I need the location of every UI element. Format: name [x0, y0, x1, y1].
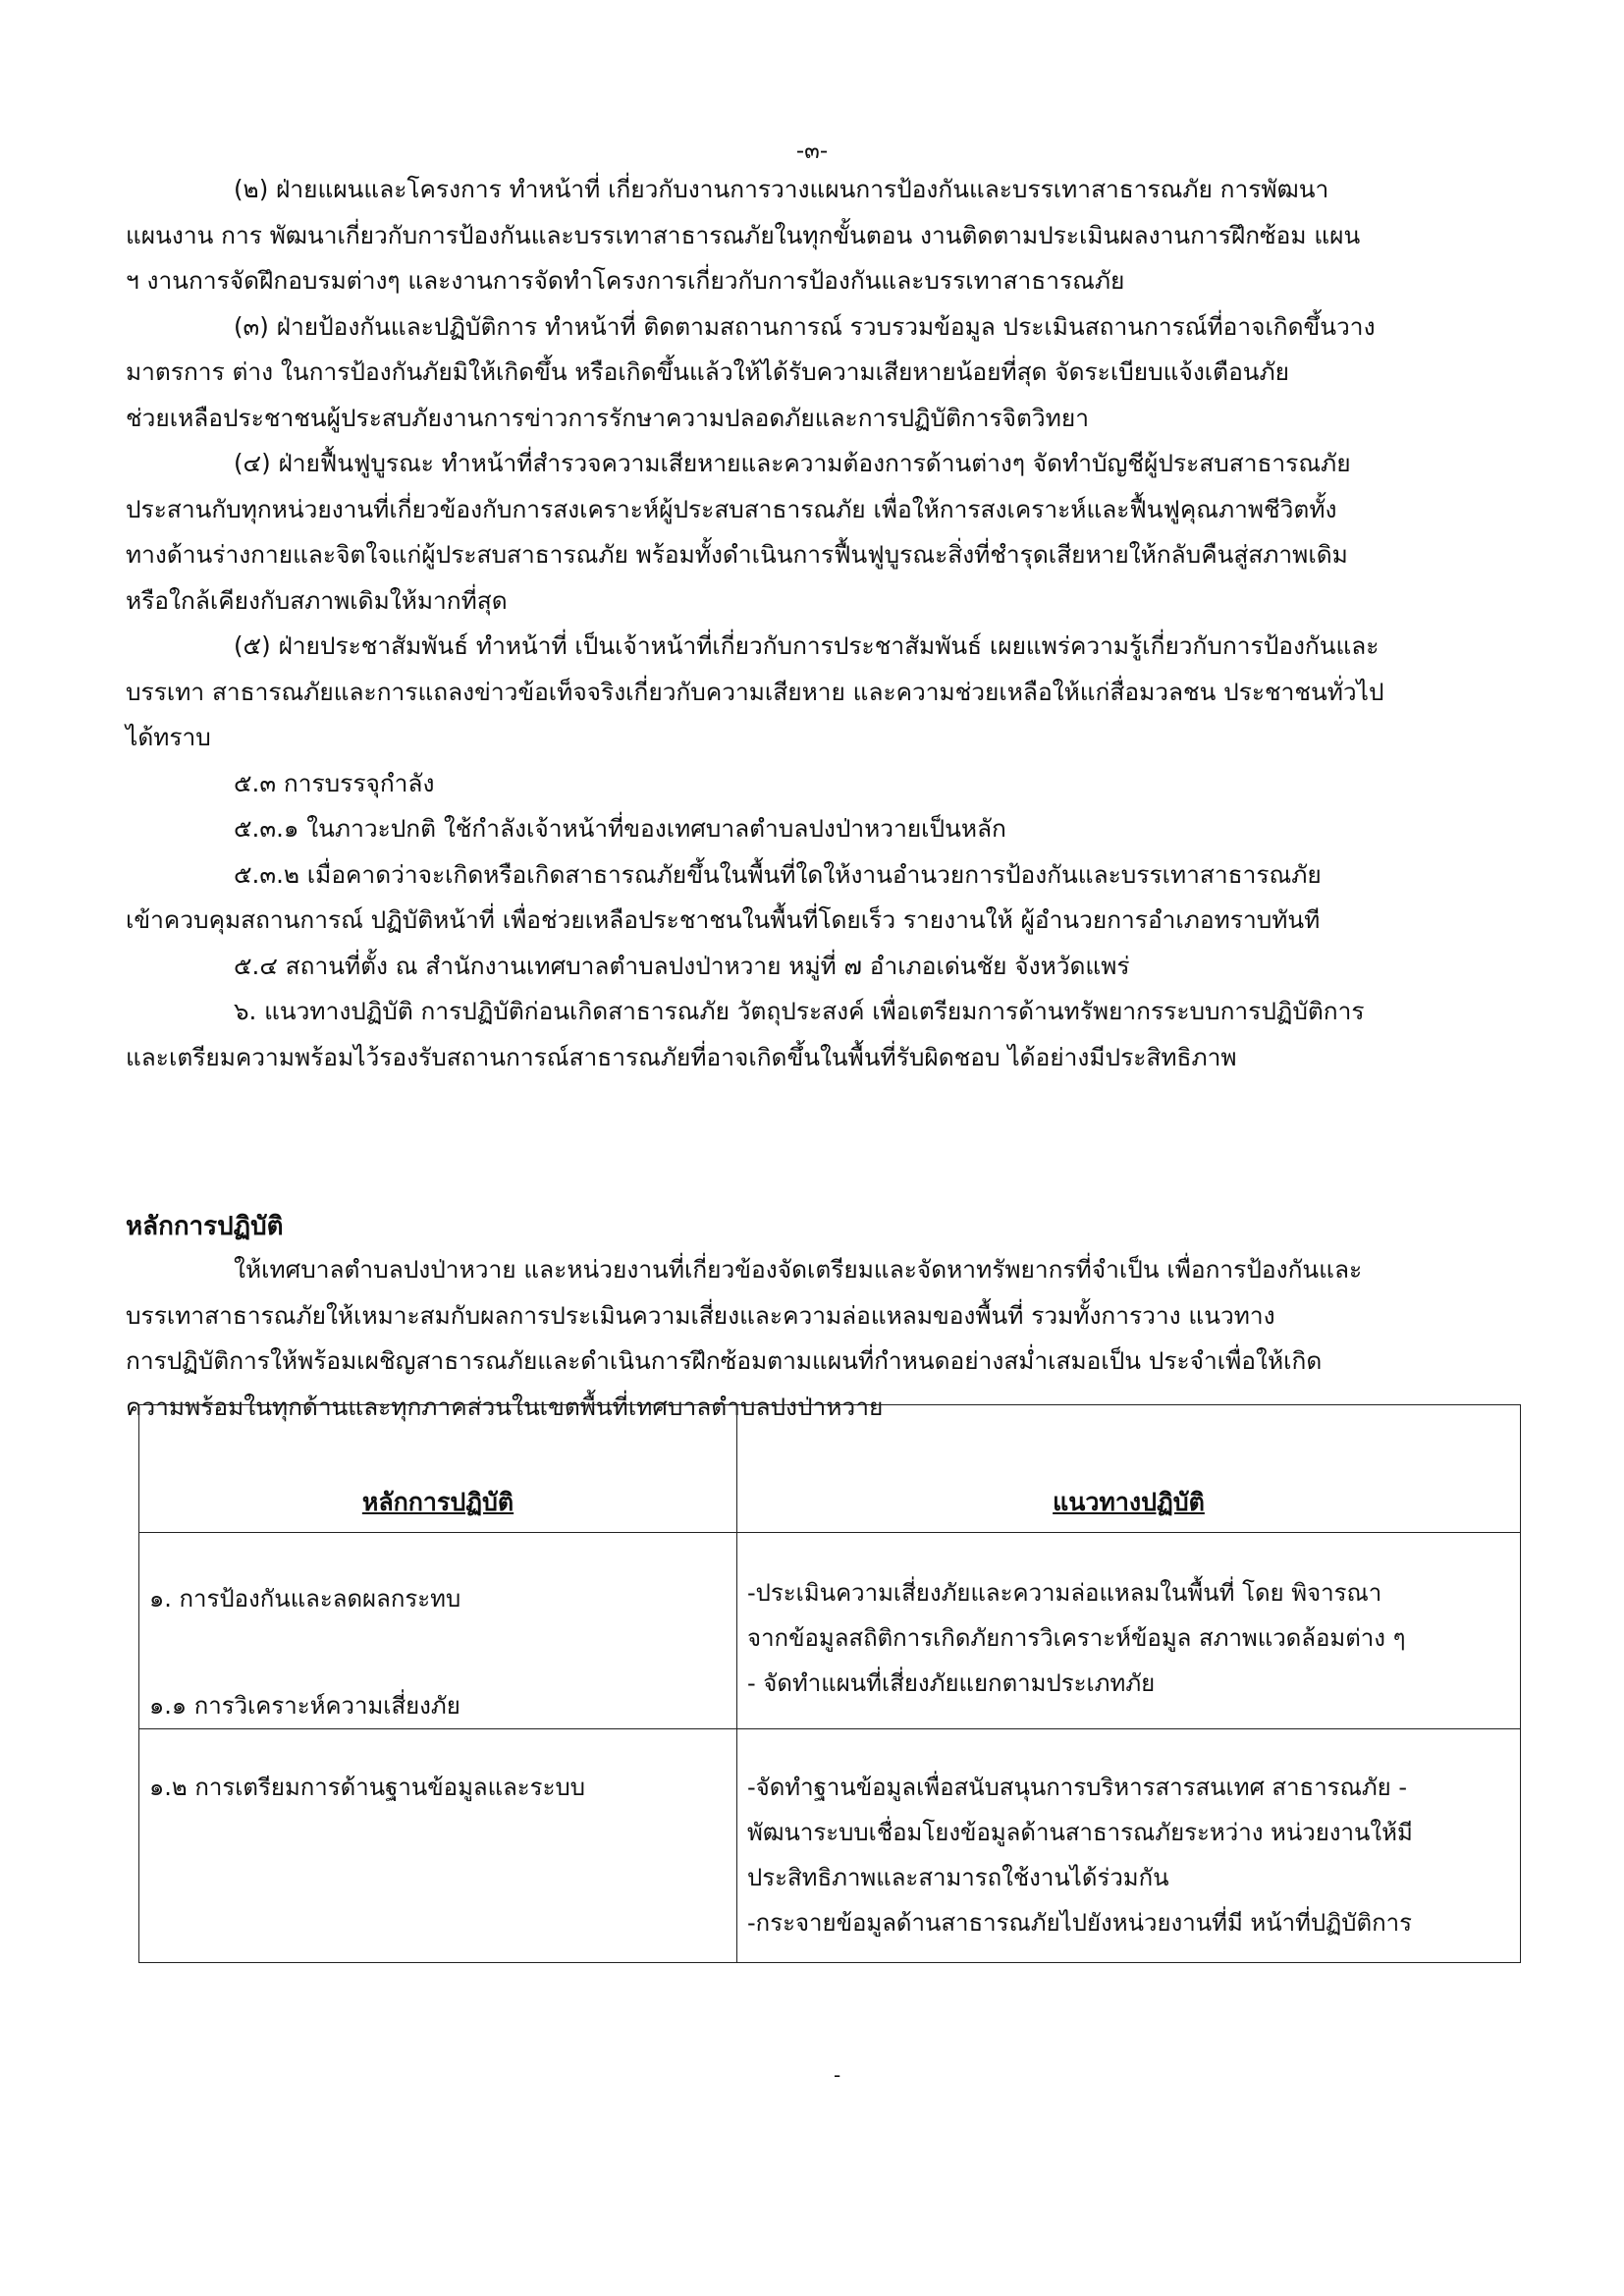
- body-text: [126, 167, 1522, 1080]
- paragraph-line: ประสานกับทุกหน่วยงานที่เกี่ยวข้องกับการสงเคราะห์ผู้ประสบสาธารณภัย เพื่อให้การสงเคราะห์และฟื้นฟูคุณภาพชีวิตทั้ง: [126, 494, 1337, 523]
- paragraph-line: ได้ทราบ: [126, 723, 211, 751]
- paragraph-line: ฯ งานการจัดฝึกอบรมต่างๆ และงานการจัดทำโครงการเกี่ยวกับการป้องกันและบรรเทาสาธารณภัย: [126, 266, 1125, 295]
- paragraph-line: และเตรียมความพร้อมไว้รองรับสถานการณ์สาธารณภัยที่อาจเกิดขึ้นในพื้นที่รับผิดชอบ ได้อย่างมีประสิทธิภาพ: [126, 1042, 1237, 1071]
- paragraph-line: ความพร้อมในทุกด้านและทุกภาคส่วนในเขตพื้นที่เทศบาลตำบลปงป่าหวาย: [126, 1392, 884, 1421]
- paragraph-pr-unit: [126, 624, 1522, 761]
- paragraph-planning-unit: [126, 167, 1522, 304]
- table-cell-principle: [139, 1729, 737, 1963]
- cell-line: - จัดทำแผนที่เสี่ยงภัยแยกตามประเภทภัย: [747, 1669, 1156, 1697]
- paragraph-recovery-unit: [126, 441, 1522, 624]
- principle-paragraph: [126, 1247, 1522, 1430]
- cell-line: -กระจายข้อมูลด้านสาธารณภัยไปยังหน่วยงานที่มี หน้าที่ปฏิบัติการ: [747, 1909, 1412, 1937]
- cell-line: ประสิทธิภาพและสามารถใช้งานได้ร่วมกัน: [747, 1864, 1169, 1891]
- table-header-principle: หลักการปฏิบัติ: [139, 1405, 737, 1533]
- paragraph-line: (๓) ฝ่ายป้องกันและปฏิบัติการ ทำหน้าที่ ติดตามสถานการณ์ รวบรวมข้อมูล ประเมินสถานการณ์ที่อาจเกิดขึ้นวาง: [234, 311, 1376, 341]
- guideline-paragraph: [126, 989, 1522, 1080]
- paragraph-line: ๖. แนวทางปฏิบัติ การปฏิบัติก่อนเกิดสาธารณภัย วัตถุประสงค์ เพื่อเตรียมการด้านทรัพยากรระบบการปฏิบัติการ: [234, 997, 1365, 1025]
- paragraph-line: (๔) ฝ่ายฟื้นฟูบูรณะ ทำหน้าที่สำรวจความเสียหายและความต้องการด้านต่างๆ จัดทำบัญชีผู้ประสบสาธารณภัย: [234, 449, 1351, 477]
- paragraph-line: (๕) ฝ่ายประชาสัมพันธ์ ทำหน้าที่ เป็นเจ้าหน้าที่เกี่ยวกับการประชาสัมพันธ์ เผยแพร่ความรู้เกี่ยวกับการป้องกันและ: [234, 631, 1380, 660]
- page-number: -๓-: [795, 138, 829, 164]
- cell-line: -จัดทำฐานข้อมูลเพื่อสนับสนุนการบริหารสารสนเทศ สาธารณภัย -: [747, 1774, 1408, 1801]
- cell-line: จากข้อมูลสถิติการเกิดภัยการวิเคราะห์ข้อมูล สภาพแวดล้อมต่าง ๆ: [747, 1624, 1406, 1652]
- table-header-row: [139, 1405, 1521, 1533]
- footer-mark: -: [834, 2063, 841, 2087]
- staffing-emergency: [126, 852, 1522, 944]
- paragraph-line: เข้าควบคุมสถานการณ์ ปฏิบัติหน้าที่ เพื่อช่วยเหลือประชาชนในพื้นที่โดยเร็ว รายงานให้ ผู้อำนวยการอำเภอทราบทันที: [126, 905, 1321, 934]
- paragraph-line: บรรเทา สาธารณภัยและการแถลงข่าวข้อเท็จจริงเกี่ยวกับความเสียหาย และความช่วยเหลือให้แก่สื่อมวลชน ประชาชนทั่วไป: [126, 677, 1384, 706]
- table-cell-guideline: [737, 1533, 1521, 1729]
- paragraph-line: (๒) ฝ่ายแผนและโครงการ ทำหน้าที่ เกี่ยวกับงานการวางแผนการป้องกันและบรรเทาสาธารณภัย การพัฒนา: [234, 175, 1329, 203]
- table-row: [139, 1533, 1521, 1729]
- table-header-guideline: แนวทางปฏิบัติ: [737, 1405, 1521, 1533]
- staffing-normal: ๕.๓.๑ ในภาวะปกติ ใช้กำลังเจ้าหน้าที่ของเทศบาลตำบลปงป่าหวายเป็นหลัก: [234, 814, 1006, 843]
- table-cell-guideline: [737, 1729, 1521, 1963]
- paragraph-line: ให้เทศบาลตำบลปงป่าหวาย และหน่วยงานที่เกี่ยวข้องจัดเตรียมและจัดหาทรัพยากรที่จำเป็น เพื่อการป้องกันและ: [234, 1255, 1363, 1284]
- paragraph-line: แผนงาน การ พัฒนาเกี่ยวกับการป้องกันและบรรเทาสาธารณภัยในทุกขั้นตอน งานติดตามประเมินผลงานการฝึกซ้อม แผน: [126, 220, 1361, 249]
- paragraph-line: มาตรการ ต่าง ในการป้องกันภัยมิให้เกิดขึ้น หรือเกิดขึ้นแล้วให้ได้รับความเสียหายน้อยที่สุด จัดระเบียบแจ้งเตือนภัย: [126, 357, 1290, 386]
- section-heading: หลักการปฏิบัติ: [126, 1212, 284, 1241]
- paragraph-line: การปฏิบัติการให้พร้อมเผชิญสาธารณภัยและดำเนินการฝึกซ้อมตามแผนที่กำหนดอย่างสม่ำเสมอเป็น ประจำเพื่อให้เกิด: [126, 1346, 1323, 1375]
- paragraph-line: ช่วยเหลือประชาชนผู้ประสบภัยงานการข่าวการรักษาความปลอดภัยและการปฏิบัติการจิตวิทยา: [126, 403, 1089, 432]
- table-row: [139, 1729, 1521, 1963]
- cell-line: ๑. การป้องกันและลดผลกระทบ: [149, 1585, 461, 1613]
- paragraph-prevention-unit: [126, 304, 1522, 442]
- staffing-heading: ๕.๓ การบรรจุกำลัง: [234, 768, 435, 797]
- cell-line: ๑.๑ การวิเคราะห์ความเสี่ยงภัย: [149, 1692, 460, 1720]
- paragraph-line: ๕.๓.๒ เมื่อคาดว่าจะเกิดหรือเกิดสาธารณภัยขึ้นในพื้นที่ใดให้งานอำนวยการป้องกันและบรรเทาสาธารณภัย: [234, 859, 1322, 889]
- paragraph-line: บรรเทาสาธารณภัยให้เหมาะสมกับผลการประเมินความเสี่ยงและความล่อแหลมของพื้นที่ รวมทั้งการวาง แนวทาง: [126, 1300, 1275, 1330]
- paragraph-line: หรือใกล้เคียงกับสภาพเดิมให้มากที่สุด: [126, 585, 508, 615]
- cell-line: -ประเมินความเสี่ยงภัยและความล่อแหลมในพื้นที่ โดย พิจารณา: [747, 1579, 1382, 1607]
- location-line: ๕.๔ สถานที่ตั้ง ณ สำนักงานเทศบาลตำบลปงป่าหวาย หมู่ที่ ๗ อำเภอเด่นชัย จังหวัดแพร่: [234, 951, 1130, 980]
- paragraph-line: ทางด้านร่างกายและจิตใจแก่ผู้ประสบสาธารณภัย พร้อมทั้งดำเนินการฟื้นฟูบูรณะสิ่งที่ชำรุดเสียหายให้กลับคืนสู่สภาพเดิม: [126, 540, 1348, 569]
- cell-line: ๑.๒ การเตรียมการด้านฐานข้อมูลและระบบ: [149, 1774, 585, 1801]
- table-cell-principle: [139, 1533, 737, 1729]
- guideline-table: [138, 1404, 1521, 1963]
- cell-line: พัฒนาระบบเชื่อมโยงข้อมูลด้านสาธารณภัยระหว่าง หน่วยงานให้มี: [747, 1819, 1413, 1846]
